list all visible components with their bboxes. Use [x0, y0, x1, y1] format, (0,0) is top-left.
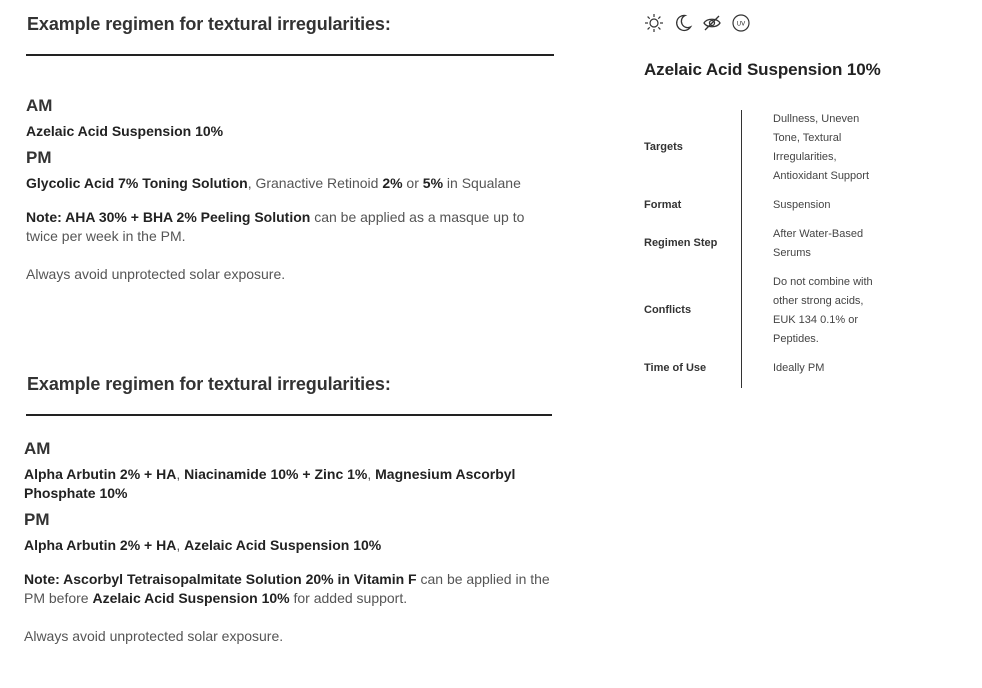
pm-products: Glycolic Acid 7% Toning Solution, Granactive Retinoid 2% or 5% in Squalane	[26, 175, 521, 191]
product-link[interactable]: Ascorbyl Tetraisopalmitate Solution 20% in Vitamin F	[59, 571, 417, 587]
divider	[26, 414, 552, 416]
eye-slash-icon	[702, 13, 722, 33]
product-link[interactable]: AHA 30% + BHA 2% Peeling Solution	[61, 209, 311, 225]
uv-icon	[731, 13, 751, 33]
product-link[interactable]: Alpha Arbutin 2% + HA	[24, 466, 177, 482]
product-link[interactable]: Glycolic Acid 7% Toning Solution	[26, 175, 248, 191]
regimen-title: Example regimen for textural irregularities:	[27, 14, 391, 34]
am-products: Alpha Arbutin 2% + HA, Niacinamide 10% + Zinc 1%, Magnesium Ascorbyl Phosphate 10%	[24, 466, 516, 501]
pm-products: Alpha Arbutin 2% + HA, Azelaic Acid Suspension 10%	[24, 537, 382, 553]
product-link[interactable]: Magnesium Ascorbyl Phosphate 10%	[24, 466, 516, 501]
moon-icon	[673, 13, 693, 33]
regimen-section-1	[26, 12, 554, 284]
regimen-section-2	[24, 372, 552, 646]
am-products	[26, 122, 554, 141]
spec-divider	[741, 110, 742, 388]
spec-value-conflicts: Do not combine with other strong acids, EUK 134 0.1% or Peptides.	[773, 276, 873, 345]
spec-value-time-of-use: Ideally PM	[773, 362, 825, 374]
divider	[26, 54, 554, 56]
product-spec-table	[644, 110, 904, 388]
product-link[interactable]: Azelaic Acid Suspension 10%	[92, 590, 290, 606]
svg-text:UV: UV	[736, 20, 746, 28]
spec-label-conflicts: Conflicts	[644, 304, 692, 316]
spec-label-targets: Targets	[644, 141, 683, 153]
product-link[interactable]: Alpha Arbutin 2% + HA	[24, 537, 177, 553]
sun-warning: Always avoid unprotected solar exposure.	[26, 266, 286, 282]
am-heading: AM	[26, 96, 53, 115]
spec-value-regimen-step: After Water-Based Serums	[773, 228, 864, 259]
product-link[interactable]: Azelaic Acid Suspension 10%	[184, 537, 382, 553]
sun-icon	[644, 13, 664, 33]
product-panel	[644, 12, 944, 81]
spec-label-format: Format	[644, 199, 682, 211]
spec-value-targets: Dullness, Uneven Tone, Textural Irregularities, Antioxidant Support	[773, 113, 870, 182]
regimen-note: Note: AHA 30% + BHA 2% Peeling Solution can be applied as a masque up to twice per week in the PM.	[26, 209, 525, 244]
usage-icons	[644, 12, 944, 34]
sun-warning: Always avoid unprotected solar exposure.	[24, 628, 284, 644]
spec-label-time-of-use: Time of Use	[644, 362, 707, 374]
pm-heading: PM	[24, 510, 50, 529]
regimen-note: Note: Ascorbyl Tetraisopalmitate Solution 20% in Vitamin F can be applied in the PM before Azelaic Acid Suspension 10% for added support.	[24, 571, 550, 606]
pm-heading: PM	[26, 148, 52, 167]
product-link[interactable]: Azelaic Acid Suspension 10%	[26, 123, 224, 139]
product-name: Azelaic Acid Suspension 10%	[644, 60, 881, 79]
regimen-title: Example regimen for textural irregularities:	[27, 374, 391, 394]
product-link[interactable]: Niacinamide 10% + Zinc 1%	[184, 466, 368, 482]
spec-label-regimen-step: Regimen Step	[644, 237, 718, 249]
am-heading: AM	[24, 439, 51, 458]
spec-value-format: Suspension	[773, 199, 831, 211]
